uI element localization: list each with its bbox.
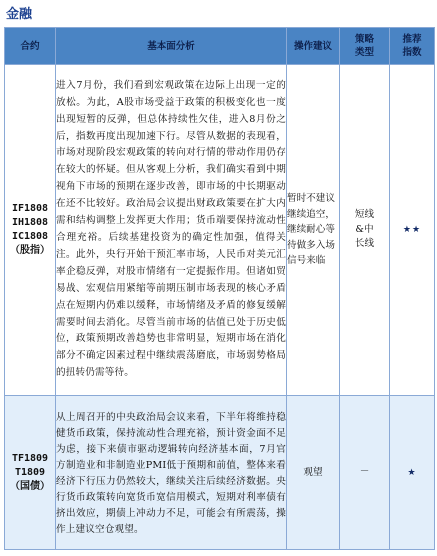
contract-code: TF1809 [11,452,49,464]
contract-category: （股指） [10,245,50,256]
contract-category: （国债） [10,480,50,492]
section-title: 金融 [6,7,33,22]
contract-code: IH1808 [11,217,49,228]
header-analysis: 基本面分析 [56,28,287,65]
table-row [5,396,435,550]
header-operation: 操作建议 [287,28,340,65]
header-contract: 合约 [5,28,56,65]
contract-cell [5,65,56,396]
futures-analysis-table [4,27,435,550]
analysis-cell: 进入7月份，我们看到宏观政策在边际上出现一定的放松。为此，A股市场受益于政策的积极变化也一度出现短暂的反弹，但总体持续性欠佳，进入8月份之后，指数再度出现加速下行。尽管从数据的表现看，市场对现阶段宏观政策的转向对行情的带动作用仍存在较大的怀疑。但从客观上分析，我们确实看到中期视角下市场的预期在逐步改善，即市场的中长期驱动在还不比较好。政治局会议提出财政政策要在扩大内需和结构调整上发挥更大作用；货币端要保持流动性合理充裕。后续基建投资为的确定性加强，值得关注。此外，央行开始干预汇率市场，人民币对美元汇率企稳反弹，对股市情绪有一定提振作用。但诸如贸易战、宏观信用紧缩等前期压制市场表现的核心矛盾点在短期内仍难以缓释，市场情绪及矛盾的修复缓解需要时间去消化。尽管当前市场的估值已处于历史低位，政策预期改善趋势也非常明显，短期市场在消化部分不确定因素过程中继续震荡磨底，市场弱势格局的扭转仍需等待。 [56,65,287,396]
header-strategy-label: 策略类型 [354,34,374,58]
header-strategy [340,28,390,65]
rating-stars: ★ [390,396,435,550]
strategy-label: 短线&中长线 [354,209,375,250]
contract-cell [5,396,56,550]
table-header-row [5,28,435,65]
operation-cell: 观望 [287,396,340,550]
table-row [5,65,435,396]
strategy-cell: － [340,396,390,550]
contract-code: IC1808 [11,231,49,242]
header-rating [390,28,435,65]
contract-code: T1809 [14,466,46,478]
analysis-cell: 从上周召开的中央政治局会议来看，下半年将维持稳健货币政策，保持流动性合理充裕，预计资金面不足为虑，接下来债市驱动逻辑转向经济基本面，7月官方制造业和非制造业PMI低于预期和前值，整体来看经济下行压力仍然较大，继续关注后续经济数据。央行货币政策转向宽货币宽信用模式，短期对利率债有挤出效应，期债上冲动力不足，可能会有所震荡，操作上建议空仓观望。 [56,396,287,550]
contract-code: IF1808 [11,203,49,214]
rating-stars: ★★ [390,65,435,396]
header-rating-label: 推荐指数 [402,34,422,58]
operation-cell: 暂时不建议继续追空，继续耐心等待做多入场信号来临 [287,65,340,396]
strategy-cell [340,65,390,396]
